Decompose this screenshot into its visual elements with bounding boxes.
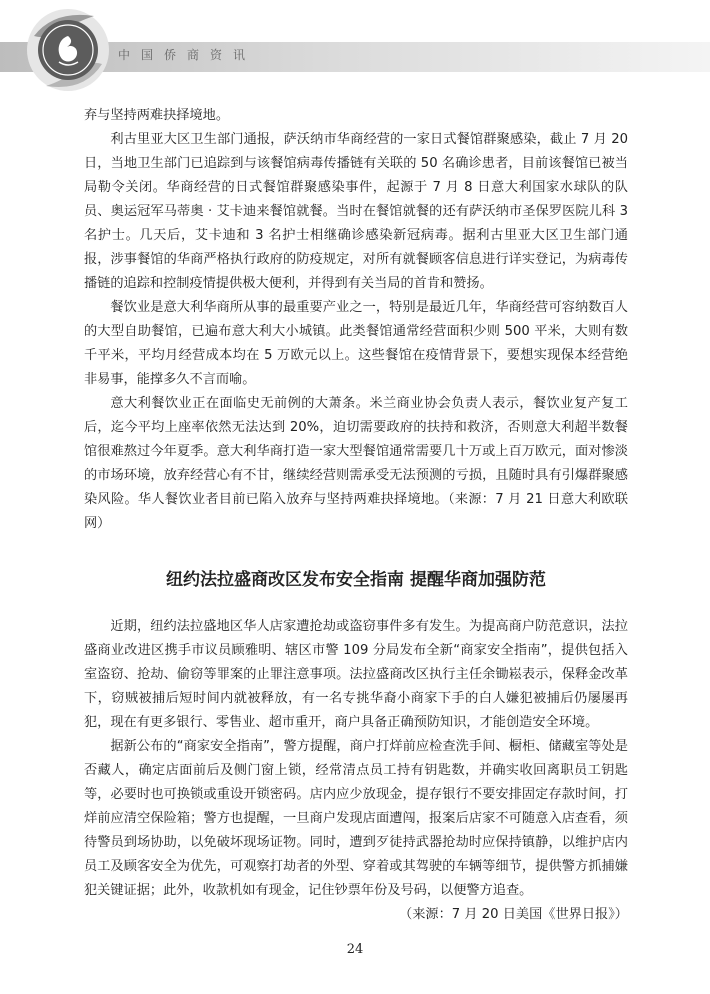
paragraph: 餐饮业是意大利华商所从事的最重要产业之一，特别是最近几年，华商经营可容纳数百人的大型自助餐馆，已遍布意大利大小城镇。此类餐馆通常经营面积少则 500 平米，大则有数千平米，平均月经营成本均在 5 万欧元以上。这些餐馆在疫情背景下，要想实现保本经营绝非易事，能撑多久不言而喻。 xyxy=(84,300,628,387)
header-title: 中国侨商资讯 xyxy=(118,48,257,62)
paragraph: 据新公布的“商家安全指南”，警方提醒，商户打烊前应检查洗手间、橱柜、储藏室等处是否藏人，确定店面前后及侧门窗上锁，经常清点员工持有钥匙数，并确实收回离职员工钥匙等，必要时也可换锁或重设开锁密码。店内应少放现金，提存银行不要安排固定存款时间，打烊前应清空保险箱；警方也提醒，一旦商户发现店面遭闯，报案后店家不可随意入店查看，须待警员到场协助，以免破坏现场证物。同时，遭到歹徒持武器抢劫时应保持镇静，以维护店内员工及顾客安全为优先，可观察打劫者的外型、穿着或其驾驶的车辆等细节，提供警方抓捕嫌犯关键证据；此外，收款机如有现金，记住钞票年份及号码，以便警方追查。 xyxy=(84,739,628,898)
page-content xyxy=(84,104,628,927)
article-body xyxy=(84,615,628,927)
source-note: （来源：7 月 20 日美国《世界日报》） xyxy=(399,907,628,922)
logo xyxy=(24,6,112,94)
page-number: 24 xyxy=(346,942,364,957)
logo-emblem-icon xyxy=(24,6,112,94)
article-title: 纽约法拉盛商改区发布安全指南 提醒华商加强防范 xyxy=(166,570,546,590)
page-header xyxy=(0,0,710,100)
paragraph: 意大利餐饮业正在面临史无前例的大萧条。米兰商业协会负责人表示，餐饮业复产复工后，迄今平均上座率依然无法达到 20%，迫切需要政府的扶持和救济，否则意大利超半数餐馆很难熬过今年夏季。意大利华商打造一家大型餐馆通常需要几十万或上百万欧元，面对惨淡的市场环境，放弃经营心有不甘，继续经营则需承受无法预测的亏损，且随时具有引爆群聚感染风险。华人餐饮业者目前已陷入放弃与坚持两难抉择境地。（来源：7 月 21 日意大利欧联网） xyxy=(84,396,628,531)
paragraph: 近期，纽约法拉盛地区华人店家遭抢劫或盗窃事件多有发生。为提高商户防范意识，法拉盛商业改进区携手市议员顾雅明、辖区市警 109 分局发布全新“商家安全指南”，提供包括入室盗窃、抢劫、偷窃等罪案的止罪注意事项。法拉盛商改区执行主任余锄崧表示，保释金改革下，窃贼被捕后短时间内就被释放，有一名专挑华裔小商家下手的白人嫌犯被捕后仍屡屡再犯，现在有更多银行、零售业、超市重开，商户具备正确预防知识，才能创造安全环境。 xyxy=(84,619,628,730)
paragraph: 弃与坚持两难抉择境地。 xyxy=(84,108,230,123)
paragraph: 利古里亚大区卫生部门通报，萨沃纳市华商经营的一家日式餐馆群聚感染，截止 7 月 20 日，当地卫生部门已追踪到与该餐馆病毒传播链有关联的 50 名确诊患者，目前该餐馆已被当局勒令关闭。华商经营的日式餐馆群聚感染事件，起源于 7 月 8 日意大利国家水球队的队员、奥运冠军马蒂奥 · 艾卡迪来餐馆就餐。当时在餐馆就餐的还有萨沃纳市圣保罗医院儿科 3 名护士。几天后，艾卡迪和 3 名护士相继确诊感染新冠病毒。据利古里亚大区卫生部门通报，涉事餐馆的华商严格执行政府的防疫规定，对所有就餐顾客信息进行详实登记，为病毒传播链的追踪和控制疫情提供极大便利，并得到有关当局的首肯和赞扬。 xyxy=(84,132,628,291)
article-continuation xyxy=(84,104,628,536)
